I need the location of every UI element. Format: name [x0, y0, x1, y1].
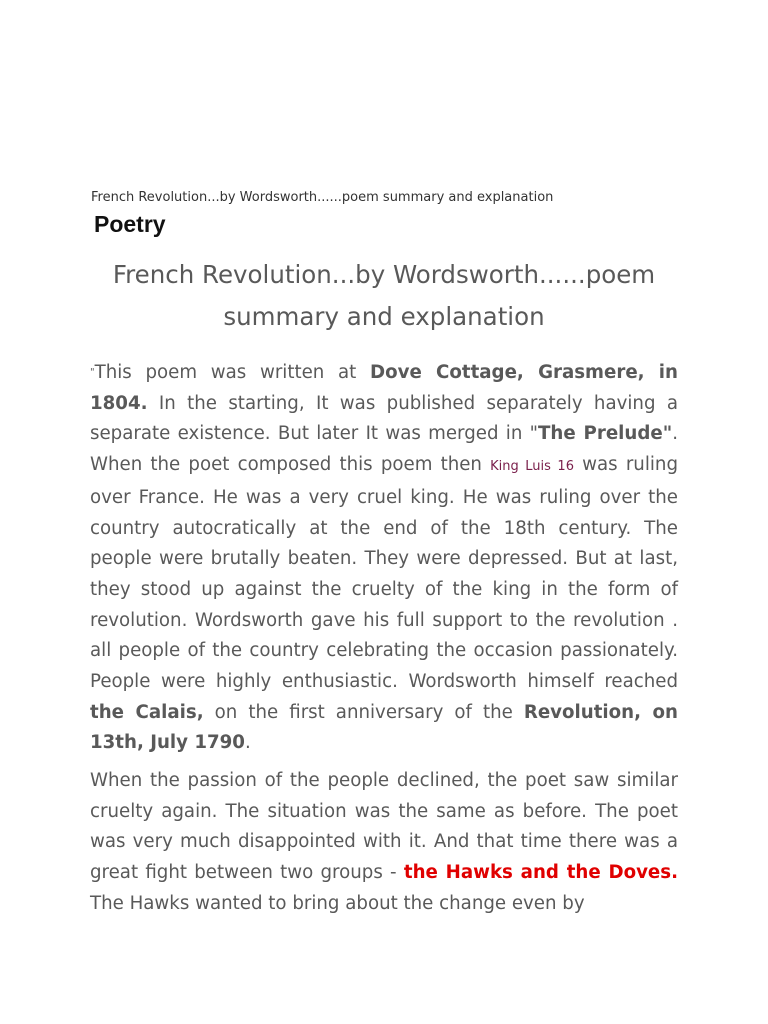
section-label: Poetry: [94, 211, 166, 237]
paragraph-text: was ruling over France. He was a very cruel king. He was ruling over the country autocratically at the end of the 18th century. The people were brutally beaten. They were depressed. But at last, they stood up against the cruelty of the king in the form of revolution. Wordsworth gave his full support to the revolution . all people of the country celebrating the occasion passionately. People were highly enthusiastic. Wordsworth himself reached: [90, 454, 679, 693]
king-link-text: King Luis 16: [490, 459, 574, 475]
paragraph-text: This poem was written at: [94, 362, 371, 383]
bold-text-prelude: The Prelude": [538, 423, 673, 445]
article-paragraph-1: [90, 358, 678, 759]
quote-mark: ": [90, 367, 95, 378]
paragraph-text: on the first anniversary of the: [203, 701, 524, 723]
paragraph-text: The Hawks wanted to bring about the change even by: [90, 892, 585, 914]
article-paragraph-2: [90, 766, 678, 920]
bold-text-revolution-date: Revolution, on 13th, July 1790: [90, 701, 679, 754]
article-title: French Revolution...by Wordsworth......poem summary and explanation: [112, 260, 656, 331]
paragraph-text: When the passion of the people declined, the poet saw similar cruelty again. The situation was the same as before. The poet was very much disappointed with it. And that time there was a great fight between two groups -: [90, 770, 678, 884]
paragraph-text: . When the poet composed this poem then: [90, 423, 678, 476]
highlighted-text-hawks-doves: the Hawks and the Doves.: [403, 862, 678, 884]
paragraph-text: .: [244, 732, 251, 754]
bold-text-location: Dove Cottage, Grasmere, in 1804.: [90, 362, 678, 414]
breadcrumb: French Revolution...by Wordsworth......poem summary and explanation: [91, 190, 554, 205]
bold-text-calais: the Calais,: [90, 701, 204, 723]
paragraph-text: In the starting, It was published separately having a separate existence. But later It was merged in ": [90, 392, 678, 445]
